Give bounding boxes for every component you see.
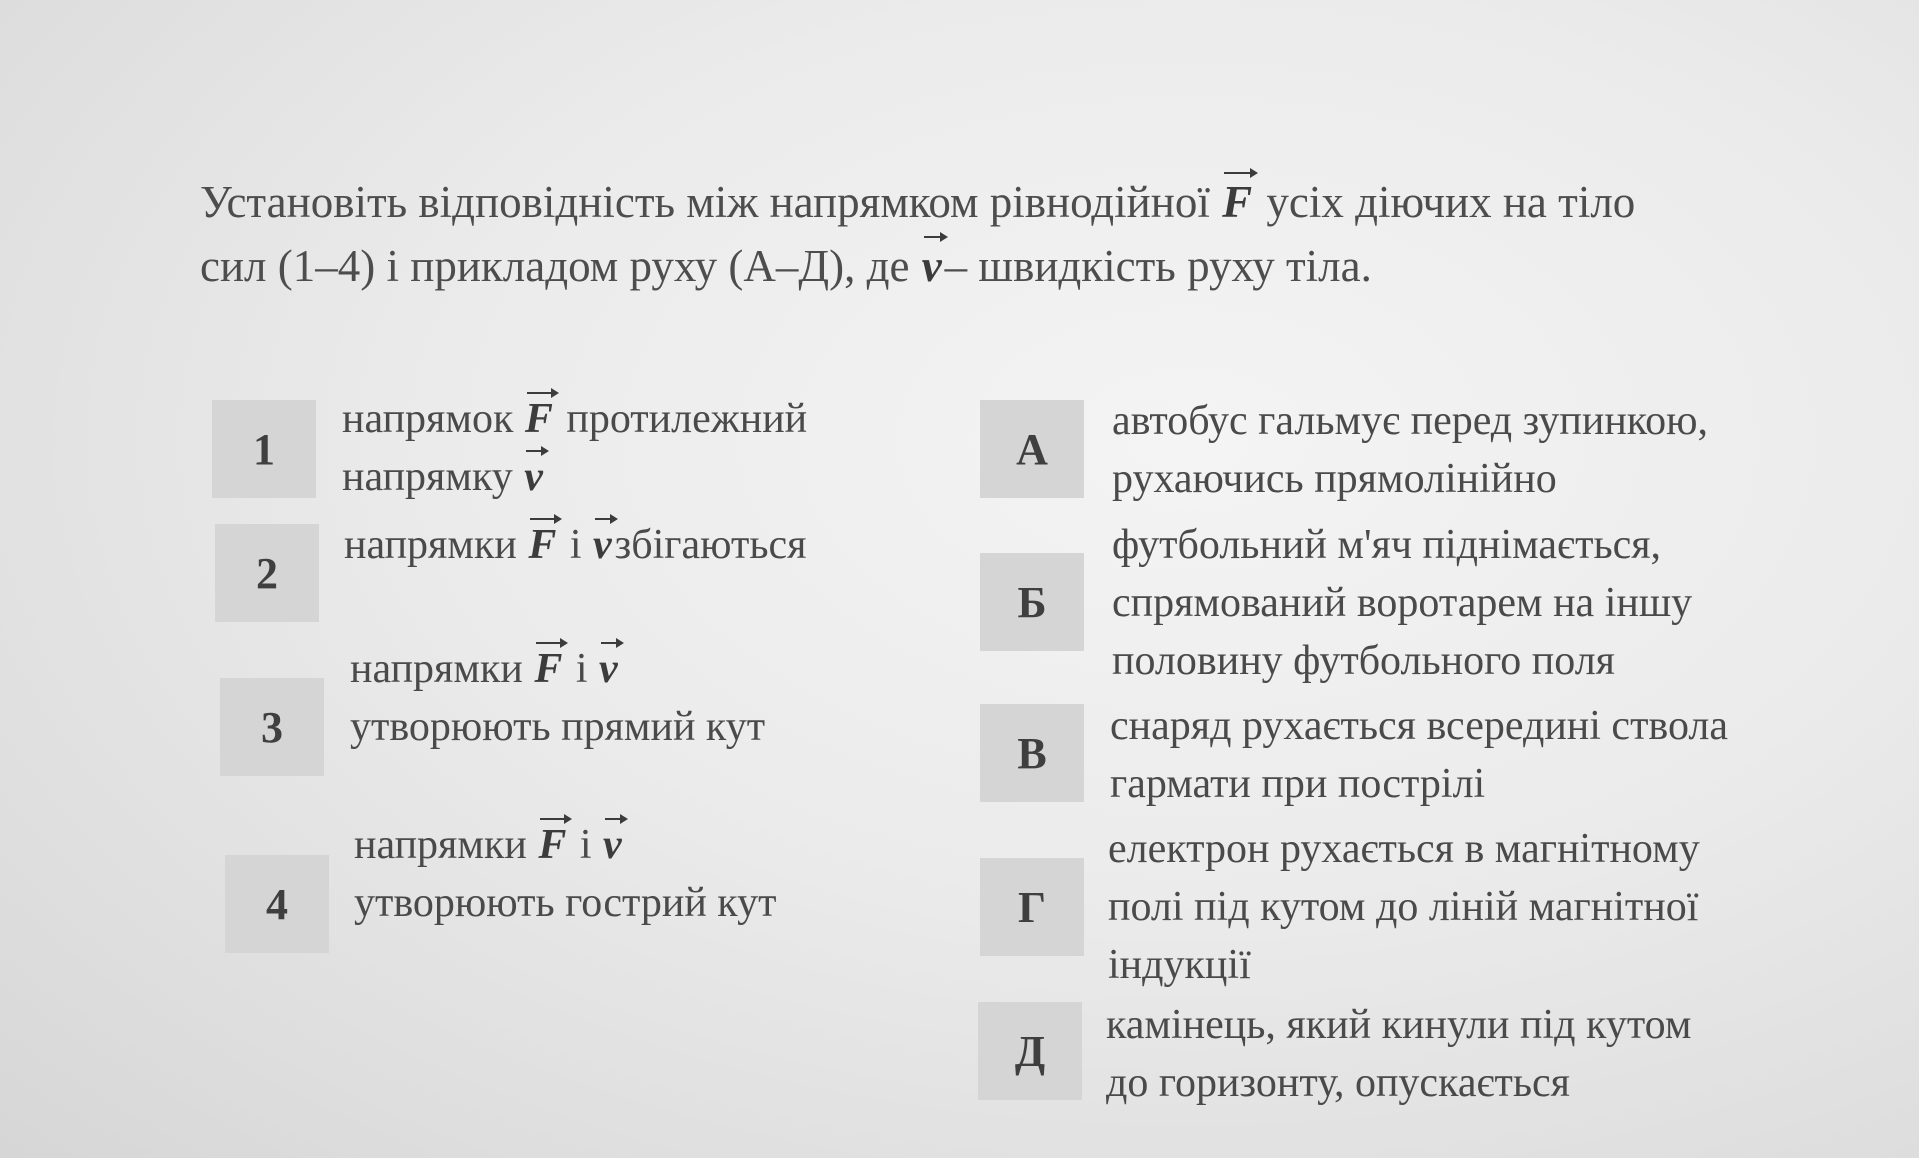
question-text-part: сил (1–4) і прикладом руху (А–Д), де [200,241,910,291]
text-part: напрямки [344,522,517,568]
option-line: утворюють прямий кут [350,704,766,750]
text-part: напрямки [354,822,527,868]
force-vector: F [524,390,556,448]
text-part: збігаються [614,522,807,568]
force-vector: F [1221,170,1255,234]
option-text-4 [354,816,776,932]
option-number-1: 1 [212,400,316,498]
answer-text-g [1108,820,1700,994]
answer-text-a [1112,392,1708,508]
answer-letter-g: Г [980,858,1084,956]
answer-line: індукції [1108,942,1251,988]
option-text-1 [342,390,807,506]
text-part: напрямки [350,646,523,692]
velocity-vector: v [523,448,546,506]
text-part: напрямок [342,396,514,442]
answer-text-b [1112,516,1692,690]
answer-letter-d: Д [978,1002,1082,1100]
question-text-part: усіх діючих на тіло [1266,177,1636,227]
answer-line: половину футбольного поля [1112,638,1615,684]
answer-text-v [1110,697,1728,813]
option-number-2: 2 [215,524,319,622]
answer-line: до горизонту, опускається [1106,1060,1570,1106]
text-part: і [569,522,582,568]
text-part: і [575,646,588,692]
question-text-part: – швидкість руху тіла. [944,241,1372,291]
answer-line: гармати при пострілі [1110,761,1486,807]
answer-line: автобус гальмує перед зупинкою, [1112,398,1708,444]
option-line: утворюють гострий кут [354,880,777,926]
option-line [342,448,807,506]
answer-line: футбольний м'яч піднімається, [1112,522,1662,568]
answer-letter-v: В [980,704,1084,802]
answer-text-d [1106,996,1691,1112]
text-part: напрямку [342,454,513,500]
text-part: протилежний [566,396,808,442]
question-text-part: Установіть відповідність між напрямком рівнодійної [200,177,1210,227]
question-line-2 [200,234,1900,298]
velocity-vector: v [592,516,615,574]
answer-line: камінець, який кинули під кутом [1106,1002,1692,1048]
force-vector: F [527,516,559,574]
force-vector: F [533,640,565,698]
text-part: і [579,822,592,868]
velocity-vector: v [921,234,945,298]
answer-line: полі під кутом до ліній магнітної [1108,884,1699,930]
velocity-vector: v [602,816,625,874]
velocity-vector: v [598,640,621,698]
answer-line: спрямований воротарем на іншу [1112,580,1693,626]
option-line [350,640,765,698]
option-line [344,516,806,574]
question-line-1 [200,170,1900,234]
answer-line: електрон рухається в магнітному [1108,826,1700,872]
answer-line: рухаючись прямолінійно [1112,456,1557,502]
option-number-4: 4 [225,855,329,953]
answer-line: снаряд рухається всередині ствола [1110,703,1729,749]
answer-letter-a: А [980,400,1084,498]
force-vector: F [537,816,569,874]
option-text-3 [350,640,765,756]
option-text-2 [344,516,806,574]
option-line [342,390,807,448]
question-text [200,170,1900,298]
answer-letter-b: Б [980,553,1084,651]
option-line [354,816,776,874]
option-number-3: 3 [220,678,324,776]
